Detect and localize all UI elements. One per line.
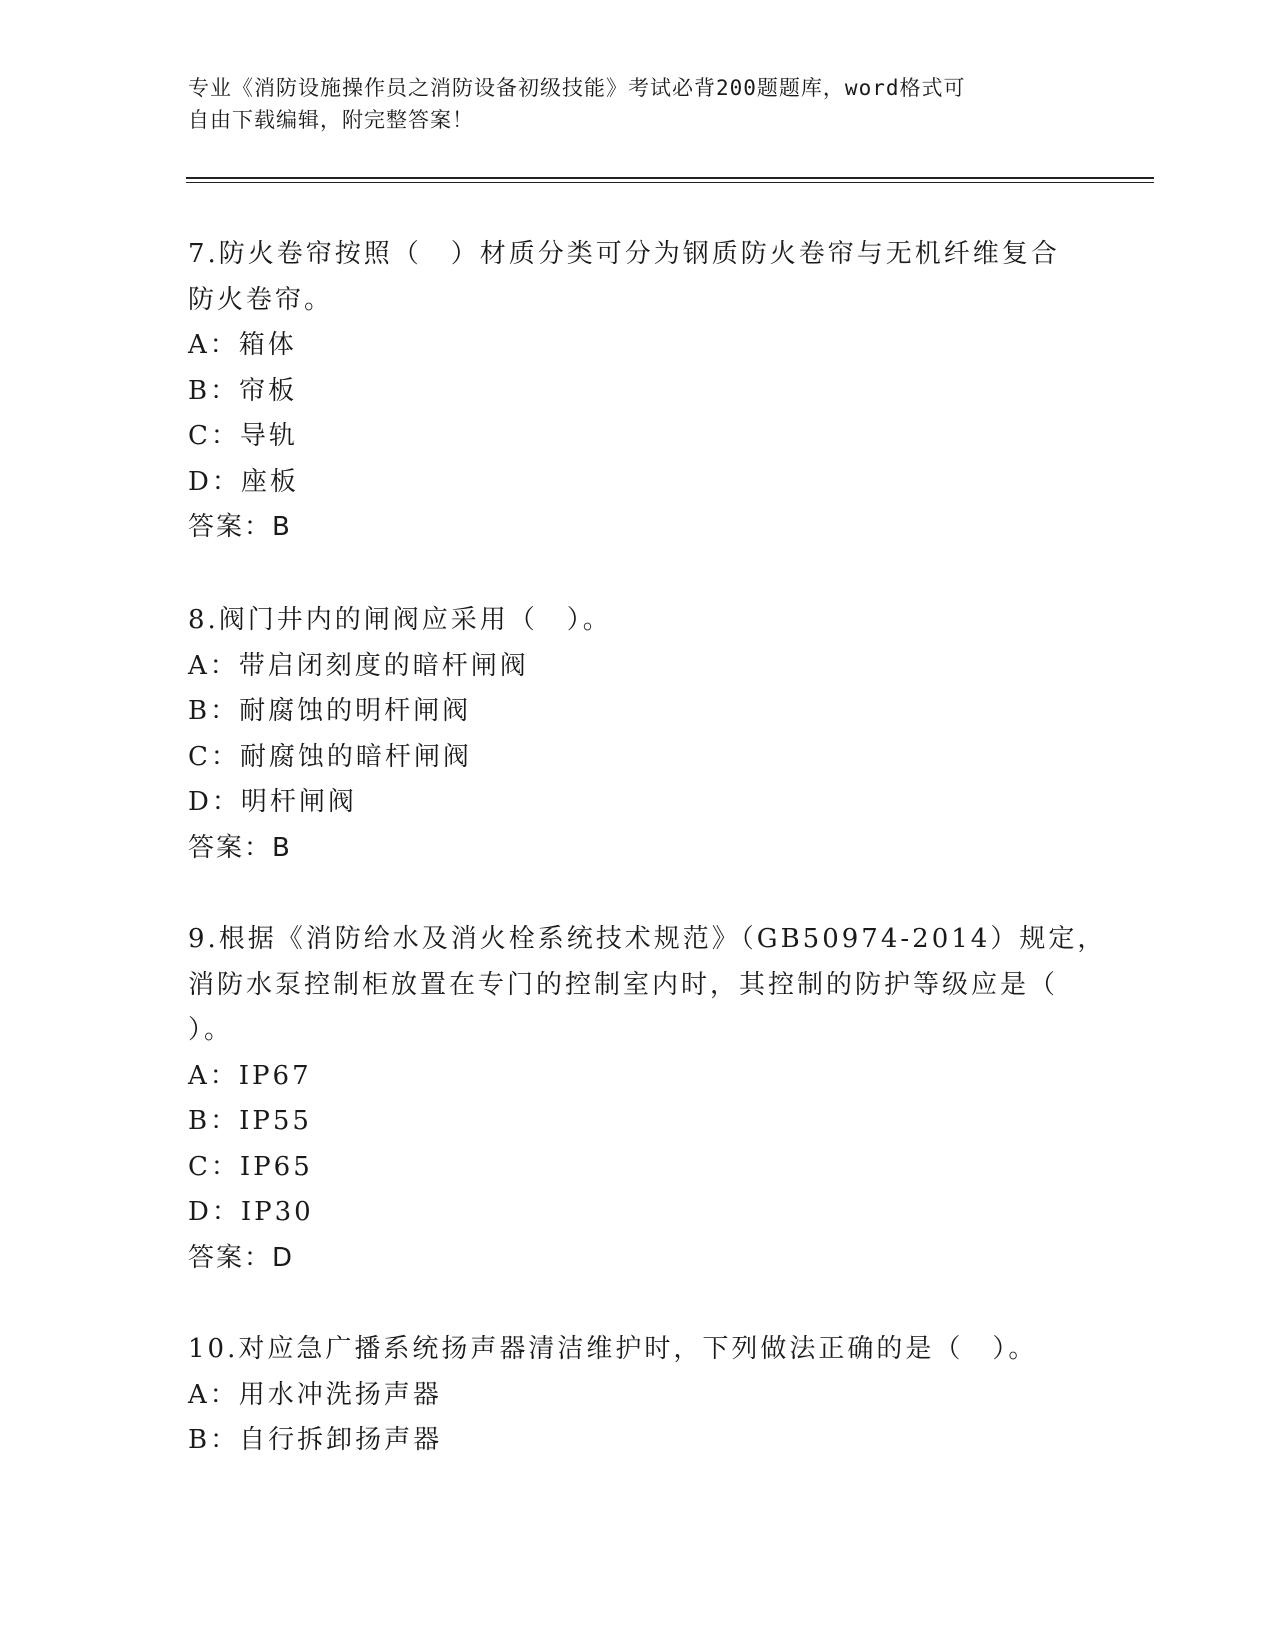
option-a: A：带启闭刻度的暗杆闸阀: [188, 650, 529, 681]
question-9: [188, 917, 1107, 1281]
answer: 答案：B: [188, 832, 292, 863]
option-d: D：明杆闸阀: [188, 787, 357, 817]
option-b: B：自行拆卸扬声器: [188, 1425, 443, 1455]
option-a: A：用水冲洗扬声器: [188, 1379, 442, 1410]
header-line-2: 自由下载编辑，附完整答案！: [188, 108, 474, 132]
question-stem: 7.防火卷帘按照（ ）材质分类可分为钢质防火卷帘与无机纤维复合: [188, 239, 1060, 269]
question-stem: 防火卷帘。: [188, 284, 334, 315]
question-stem: ）。: [188, 1015, 234, 1045]
question-stem: 10.对应急广播系统扬声器清洁维护时，下列做法正确的是（ ）。: [188, 1334, 1038, 1364]
header-divider-thin: [186, 182, 1154, 183]
option-c: C：导轨: [188, 421, 298, 451]
option-d: D：IP30: [188, 1197, 314, 1227]
option-b: B：IP55: [188, 1106, 312, 1136]
option-a: A：IP67: [188, 1060, 312, 1091]
header-divider-thick: [186, 177, 1154, 179]
answer: 答案：B: [188, 512, 292, 542]
question-7: [188, 232, 1068, 551]
header-line-1: 专业《消防设施操作员之消防设备初级技能》考试必背200题题库，word格式可: [188, 76, 966, 100]
option-b: B：耐腐蚀的明杆闸阀: [188, 696, 472, 726]
question-stem: 消防水泵控制柜放置在专门的控制室内时，其控制的防护等级应是（: [188, 969, 1059, 1000]
question-stem: 8.阀门井内的闸阀应采用（ ）。: [188, 605, 612, 635]
option-c: C：IP65: [188, 1151, 313, 1182]
option-b: B：帘板: [188, 375, 298, 406]
document-header: [188, 72, 1068, 136]
option-a: A：箱体: [188, 330, 297, 360]
question-8: [188, 598, 1068, 871]
option-c: C：耐腐蚀的暗杆闸阀: [188, 741, 472, 772]
answer: 答案：D: [188, 1242, 295, 1273]
option-d: D：座板: [188, 466, 299, 497]
question-10: [188, 1327, 1068, 1464]
question-stem: 9.根据《消防给水及消火栓系统技术规范》（GB50974-2014）规定，: [188, 924, 1107, 954]
